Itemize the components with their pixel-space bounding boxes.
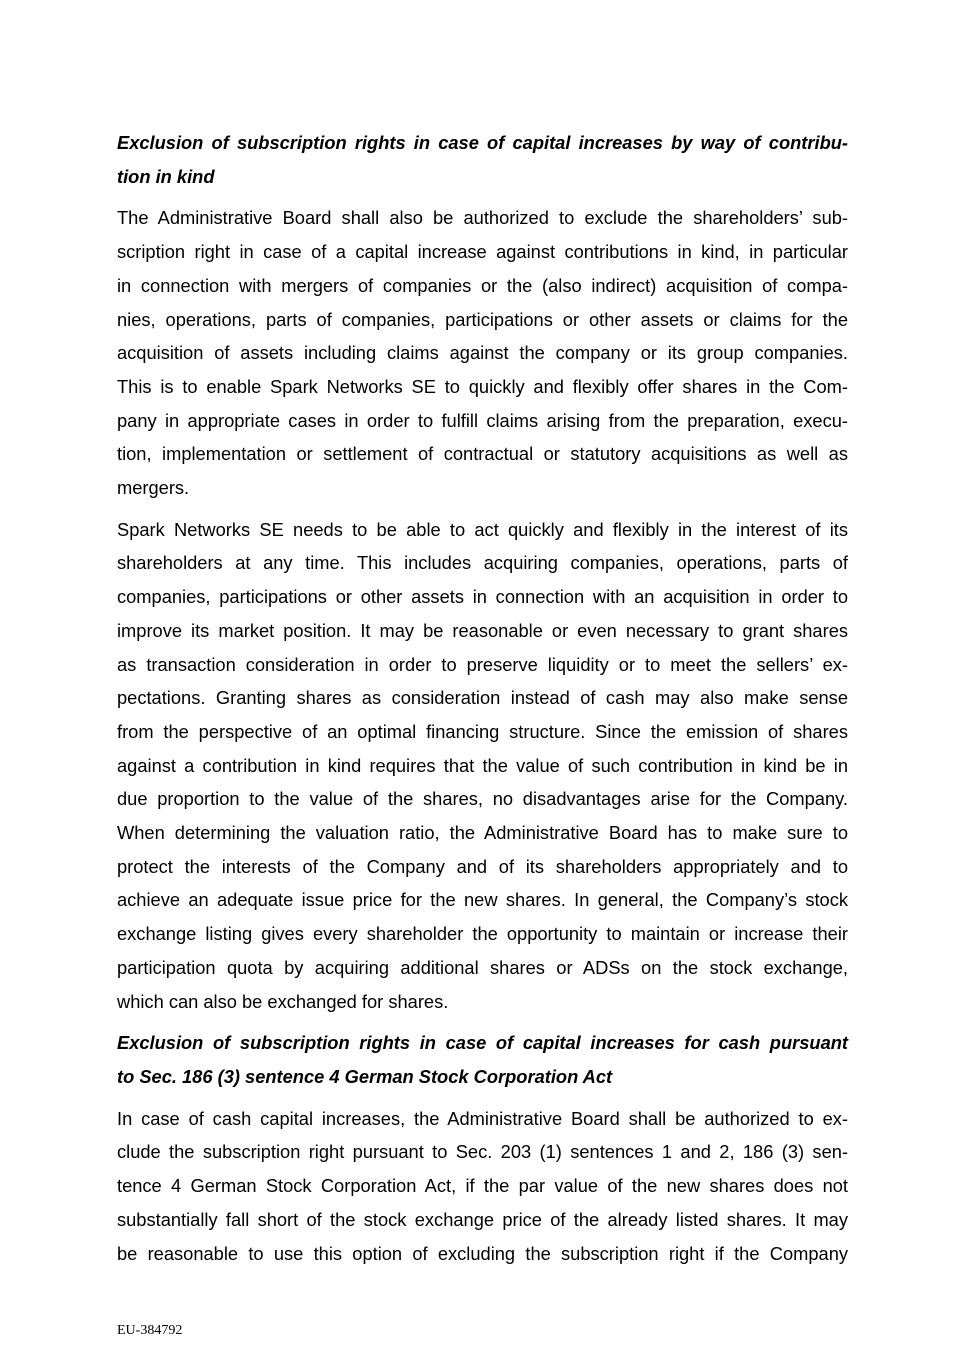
text-line: tence 4 German Stock Corporation Act, if the par value of the new shares does not: [117, 1175, 848, 1197]
text-line: When determining the valuation ratio, the Administrative Board has to make sure to: [117, 822, 848, 844]
text-line: mergers.: [117, 477, 190, 499]
paragraph: [117, 513, 848, 1019]
text-line: participation quota by acquiring additional shares or ADSs on the stock exchange,: [117, 956, 848, 978]
text-line: substantially fall short of the stock exchange price of the already listed shares. It may: [117, 1208, 848, 1230]
heading-line: tion in kind: [117, 165, 215, 187]
text-line: exchange listing gives every shareholder the opportunity to maintain or increase their: [117, 923, 848, 945]
text-line: pany in appropriate cases in order to fulfill claims arising from the preparation, execu-: [117, 409, 848, 431]
text-line: tion, implementation or settlement of contractual or statutory acquisitions as well as: [117, 443, 848, 465]
section-cash-capital-increase: [117, 1026, 848, 1270]
text-line: Spark Networks SE needs to be able to act quickly and flexibly in the interest of its: [117, 518, 848, 540]
text-line: shareholders at any time. This includes acquiring companies, operations, parts of: [117, 552, 848, 574]
text-line: nies, operations, parts of companies, participations or other assets or claims for the: [117, 308, 848, 330]
text-line: as transaction consideration in order to preserve liquidity or to meet the sellers’ ex-: [117, 653, 848, 675]
text-line: This is to enable Spark Networks SE to quickly and flexibly offer shares in the Com-: [117, 375, 848, 397]
heading-line: Exclusion of subscription rights in case of capital increases by way of contribu-: [117, 132, 848, 153]
section-heading: [117, 126, 848, 193]
text-line: companies, participations or other assets in connection with an acquisition in order to: [117, 586, 848, 608]
text-line: against a contribution in kind requires that the value of such contribution in kind be in: [117, 754, 848, 776]
text-line: which can also be exchanged for shares.: [117, 990, 449, 1012]
text-line: be reasonable to use this option of excluding the subscription right if the Company: [117, 1242, 848, 1264]
text-line: pectations. Granting shares as consideration instead of cash may also make sense: [117, 687, 848, 709]
text-line: in connection with mergers of companies or the (also indirect) acquisition of compa-: [117, 274, 848, 296]
text-line: from the perspective of an optimal financing structure. Since the emission of shares: [117, 720, 848, 742]
paragraph: [117, 1102, 848, 1271]
text-line: protect the interests of the Company and of its shareholders appropriately and to: [117, 855, 848, 877]
document-id-footer: EU-384792: [117, 1323, 183, 1338]
text-line: The Administrative Board shall also be authorized to exclude the shareholders’ sub-: [117, 207, 848, 229]
text-line: scription right in case of a capital increase against contributions in kind, in particular: [117, 241, 848, 263]
heading-line: to Sec. 186 (3) sentence 4 German Stock Corporation Act: [117, 1065, 613, 1087]
text-line: improve its market position. It may be reasonable or even necessary to grant shares: [117, 619, 848, 641]
heading-line: Exclusion of subscription rights in case of capital increases for cash pursuant: [117, 1032, 848, 1054]
text-line: due proportion to the value of the shares, no disadvantages arise for the Company.: [117, 788, 848, 810]
paragraph: [117, 201, 848, 504]
section-heading: [117, 1026, 848, 1093]
text-line: clude the subscription right pursuant to Sec. 203 (1) sentences 1 and 2, 186 (3) sen-: [117, 1141, 848, 1163]
document-body: [117, 126, 848, 1278]
section-contribution-in-kind: [117, 126, 848, 1018]
text-line: In case of cash capital increases, the Administrative Board shall be authorized to ex-: [117, 1107, 848, 1129]
text-line: achieve an adequate issue price for the new shares. In general, the Company’s stock: [117, 889, 848, 911]
text-line: acquisition of assets including claims against the company or its group companies.: [117, 342, 848, 364]
